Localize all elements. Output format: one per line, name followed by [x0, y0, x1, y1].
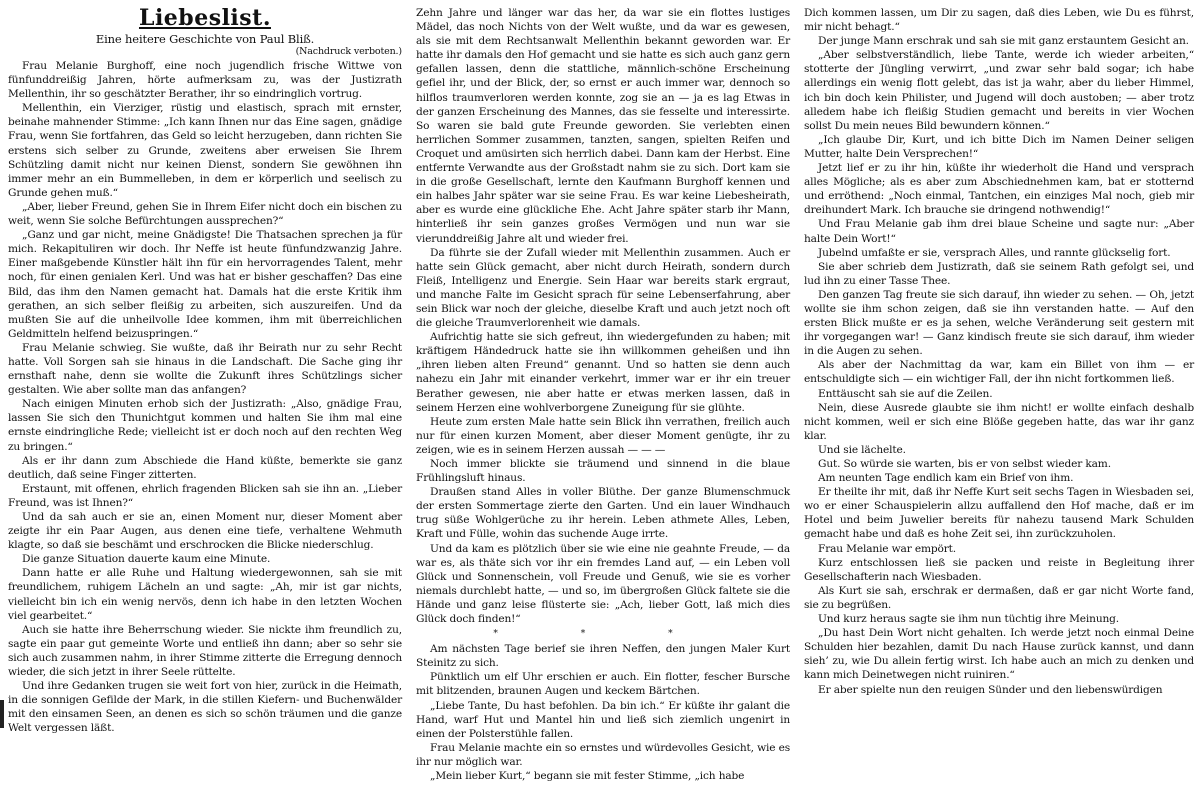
paragraph: Sie aber schrieb dem Justizrath, daß sie seinem Rath gefolgt sei, und lud ihn zu einer Tasse Thee. — [804, 260, 1194, 287]
paragraph: Und ihre Gedanken trugen sie weit fort von hier, zurück in die Heimath, in die sonnigen Gefilde der Mark, in die stillen Kiefern- und Buchenwälder mit den einsamen Seen, an denen es sich so schön träumen und die ganze Welt vergessen läßt. — [8, 680, 402, 735]
paragraph: Pünktlich um elf Uhr erschien er auch. Ein flotter, fescher Bursche mit blitzenden, braunen Augen und keckem Bärtchen. — [416, 671, 790, 698]
paragraph: Und sie lächelte. — [818, 443, 906, 456]
paragraph: Zehn Jahre und länger war das her, da war sie ein flottes lustiges Mädel, das noch Nichts von der Welt wußte, und da war es gewesen, als sie mit dem Rechtsanwalt Mellenthin bekannt geworden war. Er hatte ihr damals den Hof gemacht und sie hatte es sich auch ganz gern gefallen lassen, denn die stattliche, männlich-schöne Erscheinung gefiel ihr, und der Blick, der, so ernst er auch immer war, dennoch so hilflos traumverloren werden konnte, zog sie an — ja es lag Etwas in der ganzen Erscheinung des Mannes, das sie fesselte und interessirte. So waren sie bald gute Freunde geworden. Sie verlebten einen herrlichen Sommer zusammen, tanzten, sangen, spielten Reifen und Croquet und amüsirten sich herrlich dabei. Dann kam der Herbst. Eine entfernte Verwandte aus der Großstadt nahm sie zu sich. Dort kam sie in die große Gesellschaft, lernte den Kaufmann Burghoff kennen und ein halbes Jahr später war sie seine Frau. Es war keine Liebesheirath, aber es wurde eine glückliche Ehe. Acht Jahre später starb ihr Mann, hinterließ ihr sein ganzes großes Vermögen und nun war sie vierunddreißig Jahre alt und wieder frei. — [416, 7, 790, 245]
article-columns — [4, 6, 1196, 806]
paragraph: „Ganz und gar nicht, meine Gnädigste! Die Thatsachen sprechen ja für mich. Rekapituliren wir doch. Ihr Neffe ist heute fünfundzwanzig Jahre. Einer maßgebende Künstler hält ihn für ein hervorragendes Talent, mehr noch, für einen genialen Kerl. Und was hat er bisher geschaffen? Das eine Bild, das ihm den Namen gemacht hat. Damals hat die erste Kritik ihm gerathen, an sich selber fleißig zu arbeiten, sich auszureifen. Und da mußten Sie auf die unheilvolle Idee kommen, ihm mit überreichlichen Geldmitteln helfend beizuspringen.“ — [8, 229, 402, 340]
paragraph: Den ganzen Tag freute sie sich darauf, ihn wieder zu sehen. — Oh, jetzt wollte sie ihm schon zeigen, daß sie ihn verstanden hatte. — Auf den ersten Blick mußte er es ja sehen, welche Veränderung seit gestern mit ihr vorgegangen war! — Ganz kindisch freute sie sich darauf, ihm wieder in die Augen zu sehen. — [804, 288, 1194, 358]
paragraph: „Ich glaube Dir, Kurt, und ich bitte Dich im Namen Deiner seligen Mutter, halte Dein Versprechen!“ — [804, 133, 1194, 160]
paragraph: Mellenthin, ein Vierziger, rüstig und elastisch, sprach mit ernster, beinahe mahnender Stimme: „Ich kann Ihnen nur das Eine sagen, gnädige Frau, wenn Sie fortfahren, das Geld so leicht herzugeben, dann richten Sie erstens sich selber zu Grunde, zweitens aber erweisen Sie Ihrem Schützling damit nicht nur keinen Dienst, sondern Sie gewöhnen ihn immer mehr an ein Bummelleben, in dem er körperlich und seelisch zu Grunde gehen muß.“ — [8, 102, 402, 199]
paragraph: Die ganze Situation dauerte kaum eine Minute. — [22, 553, 271, 566]
paragraph: Aufrichtig hatte sie sich gefreut, ihn wiedergefunden zu haben; mit kräftigem Händedruck hatte sie ihn willkommen geheißen und ihn „ihren lieben alten Freund“ genannt. Und so hatten sie denn auch nahezu ein Jahr mit einander verkehrt, immer war er ihr ein treuer Berather gewesen, nie aber hatte er etwas merken lassen, daß in seinem Herzen eine wohlverborgene Zuneigung für sie glühte. — [416, 331, 790, 414]
paragraph: Draußen stand Alles in voller Blüthe. Der ganze Blumenschmuck der ersten Sommertage zierte den Garten. Und ein lauer Windhauch trug süße Wohlgerüche zu ihr herein. Leben athmete Alles, Leben, Kraft und Fülle, wohin das suchende Auge irrte. — [416, 486, 790, 541]
paragraph: Enttäuscht sah sie auf die Zeilen. — [818, 387, 993, 400]
paragraph: „Aber selbstverständlich, liebe Tante, werde ich wieder arbeiten,“ stotterte der Jüngling verwirrt, „und zwar sehr bald sogar; ich habe allerdings ein wenig flott gelebt, das ist ja wahr, aber du lieber Himmel, ich bin doch kein Philister, und Jugend will doch austoben; — aber trotz alledem habe ich fleißig Studien gemacht und bereits in vier Wochen sollst Du mein neues Bild bewundern können.“ — [804, 49, 1194, 132]
section-separator: * * * — [493, 629, 713, 640]
paragraph: „Aber, lieber Freund, gehen Sie in Ihrem Eifer nicht doch ein bischen zu weit, wenn Sie solche Befürchtungen aussprechen?“ — [8, 200, 402, 228]
paragraph: Am nächsten Tage berief sie ihren Neffen, den jungen Maler Kurt Steinitz zu sich. — [416, 643, 790, 670]
article-title: Liebeslist. — [138, 6, 271, 31]
paragraph: Erstaunt, mit offenen, ehrlich fragenden Blicken sah sie ihn an. „Lieber Freund, was ist Ihnen?“ — [8, 482, 402, 509]
paragraph: Jubelnd umfaßte er sie, versprach Alles, und rannte glückselig fort. — [818, 246, 1171, 259]
paragraph: Als er ihr dann zum Abschiede die Hand küßte, bemerkte sie ganz deutlich, daß seine Finger zitterten. — [8, 454, 402, 481]
paragraph: Auch sie hatte ihre Beherrschung wieder. Sie nickte ihm freundlich zu, sagte ein paar gut gemeinte Worte und entließ ihn dann; aber so sehr sie sich auch zusammen nahm, in ihrer Stimme zitterte die Erregung dennoch wieder, die sich jetzt in ihrer Seele rüttelte. — [8, 623, 402, 679]
article-subtitle: Eine heitere Geschichte von Paul Bliß. — [95, 32, 315, 46]
paragraph: „Du hast Dein Wort nicht gehalten. Ich werde jetzt noch einmal Deine Schulden hier bezahlen, damit Du nach Hause zurück kannst, und dann sieh’ zu, wie Du allein fertig wirst. Ich habe auch an mich zu denken und kann mich Deinetwegen nicht ruiniren.“ — [804, 627, 1194, 682]
column-2 — [412, 6, 794, 806]
paragraph: Und Frau Melanie gab ihm drei blaue Scheine und sagte nur: „Aber halte Dein Wort!“ — [804, 218, 1194, 245]
paragraph: Dann hatte er alle Ruhe und Haltung wiedergewonnen, sah sie mit freundlichem, ruhigem Lächeln an und sagte: „Ah, mir ist gar nichts, vielleicht bin ich ein wenig nervös, denn ich habe in den letzten Wochen viel gearbeitet.“ — [8, 567, 402, 622]
column-1 — [4, 6, 406, 806]
paragraph: Frau Melanie machte ein so ernstes und würdevolles Gesicht, wie es ihr nur möglich war. — [416, 741, 790, 768]
paragraph: Nein, diese Ausrede glaubte sie ihm nicht! er wollte einfach deshalb nicht kommen, weil er sich eine Blöße gegeben hatte, das war ihr ganz klar. — [804, 401, 1194, 442]
reprint-note: (Nachdruck verboten.) — [295, 46, 402, 57]
paragraph: Und kurz heraus sagte sie ihm nun tüchtig ihre Meinung. — [818, 613, 1120, 626]
paragraph: Er aber spielte nun den reuigen Sünder und den liebenswürdigen — [818, 683, 1163, 696]
paragraph: Noch immer blickte sie träumend und sinnend in die blaue Frühlingsluft hinaus. — [416, 458, 790, 485]
paragraph: Und da kam es plötzlich über sie wie eine nie geahnte Freude, — da war es, als thäte sich vor ihr ein fremdes Land auf, — ein Leben voll Glück und Sonnenschein, voll Freude und Genuß, wie sie es vorher niemals durchlebt hatte, — und so, im übergroßen Glück faltete sie die Hände und ganz leise flüsterte sie: „Ach, lieber Gott, laß mich dies Glück doch finden!“ — [416, 542, 790, 626]
paragraph: Jetzt lief er zu ihr hin, küßte ihr wiederholt die Hand und versprach alles Mögliche; als es aber zum Abschiednehmen kam, bat er stotternd und erröthend: „Noch einmal, Tantchen, ein einziges Mal noch, gieb mir dreihundert Mark. Ich brauche sie dringend nothwendig!“ — [804, 162, 1194, 217]
column-3 — [800, 6, 1198, 806]
paragraph: Er theilte ihr mit, daß ihr Neffe Kurt seit sechs Tagen in Wiesbaden sei, wo er einer Schauspielerin allzu auffallend den Hof mache, daß er im Hotel und beim Juwelier bereits für nahezu tausend Mark Schulden gemacht habe und daß es hohe Zeit sei, ihn zurückzuholen. — [804, 486, 1194, 541]
paragraph: Frau Melanie war empört. — [818, 542, 956, 555]
paragraph: Und da sah auch er sie an, einen Moment nur, dieser Moment aber zeigte ihr ein Paar Augen, aus denen eine tiefe, verhaltene Wehmuth klagte, so daß sie beschämt und erschrocken die Blicke niederschlug. — [8, 511, 402, 552]
paragraph: Als Kurt sie sah, erschrak er dermaßen, daß er gar nicht Worte fand, sie zu begrüßen. — [804, 584, 1194, 611]
paragraph: Der junge Mann erschrak und sah sie mit ganz erstauntem Gesicht an. — [818, 35, 1189, 48]
paragraph: „Mein lieber Kurt,“ begann sie mit fester Stimme, „ich habe — [430, 769, 745, 782]
paragraph: Heute zum ersten Male hatte sein Blick ihn verrathen, freilich auch nur für einen kurzen Moment, aber dieser Moment genügte, ihr zu zeigen, wie es in seinem Herzen aussah — — — — [416, 415, 790, 456]
paragraph: Nach einigen Minuten erhob sich der Justizrath: „Also, gnädige Frau, lassen Sie sich den Thunichtgut kommen und halten Sie ihm mal eine ernste eindringliche Rede; vielleicht ist er doch noch auf den rechten Weg zu bringen.“ — [8, 398, 402, 453]
paragraph: Kurz entschlossen ließ sie packen und reiste in Begleitung ihrer Gesellschafterin nach Wiesbaden. — [804, 556, 1194, 583]
paragraph: Am neunten Tage endlich kam ein Brief von ihm. — [818, 472, 1074, 485]
paragraph: Da führte sie der Zufall wieder mit Mellenthin zusammen. Auch er hatte sein Glück gemacht, aber nicht durch Heirath, sondern durch Fleiß, Intelligenz und Energie. Sein Haar war bereits stark ergraut, und manche Falte im Gesicht sprach für seine Lebenserfahrung, aber sein Blick war noch der gleiche, dieselbe Kraft und auch jetzt noch oft die gleiche Traumverlorenheit wie damals. — [416, 246, 790, 330]
paragraph: Dich kommen lassen, um Dir zu sagen, daß dies Leben, wie Du es führst, mir nicht behagt.“ — [804, 7, 1194, 34]
paragraph: Frau Melanie Burghoff, eine noch jugendlich frische Wittwe von fünfunddreißig Jahren, hörte aufmerksam zu, was der Justizrath Mellenthin, ihr so geschätzter Berather, ihr so eindringlich vortrug. — [8, 60, 402, 101]
paragraph: „Liebe Tante, Du hast befohlen. Da bin ich.“ Er küßte ihr galant die Hand, warf Hut und Mantel hin und ließ sich ziemlich ungenirt in einen der Polsterstühle fallen. — [416, 699, 790, 740]
paragraph: Gut. So würde sie warten, bis er von selbst wieder kam. — [818, 458, 1111, 470]
paragraph: Frau Melanie schwieg. Sie wußte, daß ihr Beirath nur zu sehr Recht hatte. Voll Sorgen sah sie hinaus in die Landschaft. Die Sache ging ihr ernsthaft nahe, denn sie wollte die Zukunft ihres Schützlings sicher gestalten. Wie aber sollte man das anfangen? — [8, 341, 402, 397]
paragraph: Als aber der Nachmittag da war, kam ein Billet von ihm — er entschuldigte sich — ein wichtiger Fall, der ihn nicht fortkommen ließ. — [804, 359, 1194, 386]
